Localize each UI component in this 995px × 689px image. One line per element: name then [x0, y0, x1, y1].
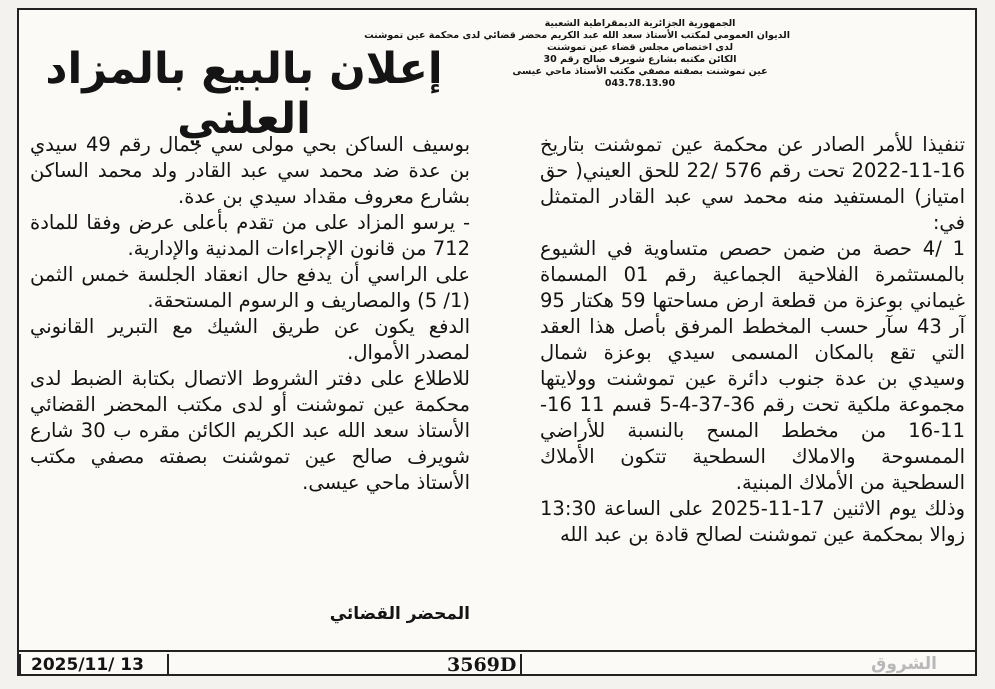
paragraph: بوسيف الساكن بحي مولى سي جمال رقم 49 سيدي بن عدة ضد محمد سي عبد القادر ولد محمد الساكن بشارع معروف مقداد سيدي بن عدة.: [30, 133, 471, 208]
bailiff-header: [364, 18, 790, 90]
divider: [19, 654, 21, 674]
paragraph: الدفع يكون عن طريق الشيك مع التبرير القانوني لمصدر الأموال.: [30, 315, 470, 364]
announcement-title: إعلان بالبيع بالمزاد العلني: [45, 44, 443, 144]
paragraph: تنفيذا للأمر الصادر عن محكمة عين تموشنت بتاريخ 16-11-2022 تحت رقم 576 /22 للحق العيني( حق امتياز) المستفيد منه محمد سي عبد القادر المتمثل في:: [540, 133, 965, 234]
header-line: عين تموشنت بصفته مصفي مكتب الأستاذ ماحي عيسى: [512, 66, 768, 77]
paragraph: على الراسي أن يدفع حال انعقاد الجلسة خمس الثمن (1/ 5) والمصاريف و الرسوم المستحقة.: [30, 263, 470, 312]
header-phone: 043.78.13.90: [604, 78, 676, 89]
left-text-column: [30, 132, 470, 496]
header-line: الديوان العمومي لمكتب الأستاذ سعد الله عبد الكريم محضر قضائي لدى محكمة عين تموشنت: [364, 30, 790, 41]
ad-code: 3569D: [447, 654, 517, 676]
signer-title: المحضر القضائي: [329, 604, 470, 624]
divider: [167, 654, 169, 674]
paragraph: - يرسو المزاد على من تقدم بأعلى عرض وفقا للمادة 712 من قانون الإجراءات المدنية والإدارية.: [30, 211, 470, 260]
header-line: لدى اختصاص مجلس قضاء عين تموشنت: [546, 42, 734, 53]
footer-bar: [17, 650, 977, 676]
right-text-column: [540, 132, 965, 548]
paragraph: للاطلاع على دفتر الشروط الاتصال بكتابة الضبط لدى محكمة عين تموشنت أو لدى مكتب المحضر القضائي الأستاذ سعد الله عبد الكريم الكائن مقره ب 30 شارع شويرف صالح عين تموشنت بصفته مصفي مكتب الأستاذ ماحي عيسى.: [30, 367, 470, 494]
header-line: الكائن مكتبه بشارع شويرف صالح رقم 30: [543, 54, 737, 65]
divider: [520, 654, 522, 674]
header-line: الجمهورية الجزائرية الديمقراطية الشعبية: [544, 18, 736, 29]
publication-date: 2025/11/ 13: [31, 655, 144, 675]
paragraph: وذلك يوم الاثنين 17-11-2025 على الساعة 13:30 زوالا بمحكمة عين تموشنت لصالح قادة بن عبد الله: [540, 497, 965, 546]
paragraph: 1 /4 حصة من ضمن حصص متساوية في الشيوع بالمستثمرة الفلاحية الجماعية رقم 01 المسماة غيماني بوعزة من قطعة ارض مساحتها 59 هكتار 95 آر 43 سآر حسب المخطط المرفق بأصل هذا العقد التي تقع بالمكان المسمى سيدي بوعزة شمال وسيدي بن عدة جنوب دائرة عين تموشنت وولايتها مجموعة ملكية تحت رقم 36-37-4-5 قسم 11 16-11-16 من مخطط المسح بالنسبة للأراضي الممسوحة والاملاك السطحية تتكون الأملاك السطحية من الأملاك المبنية.: [540, 237, 966, 494]
newspaper-logo: الشروق: [871, 654, 937, 674]
